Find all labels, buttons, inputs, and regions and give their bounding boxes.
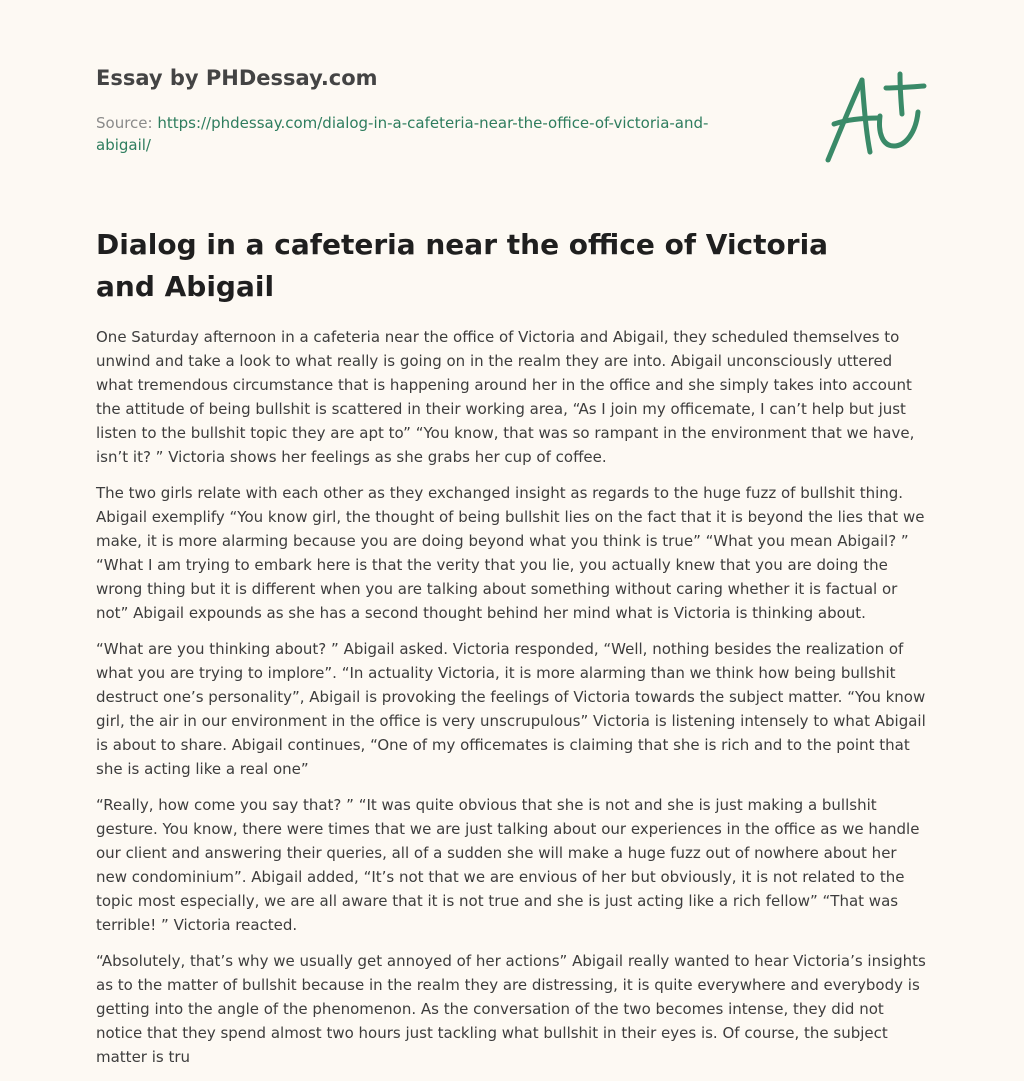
source-link[interactable]: https://phdessay.com/dialog-in-a-cafeteria-near-the-office-of-victoria-and-abigail/: [96, 114, 709, 154]
essay-paragraph: “Absolutely, that’s why we usually get annoyed of her actions” Abigail really wanted to hear Victoria’s insights as to the matter of bullshit because in the realm they are distressing, it is quite everywhere and everybody is getting into the angle of the phenomenon. As the conversation of the two becomes intense, they did not notice that they spend almost two hours just tackling what bullshit in their eyes is. Of course, the subject matter is tru: [96, 952, 926, 1066]
source-label: Source:: [96, 114, 158, 132]
site-brand: Essay by PHDessay.com: [96, 66, 378, 90]
essay-title: Dialog in a cafeteria near the office of Victoria and Abigail: [96, 228, 829, 303]
essay-paragraph: “Really, how come you say that? ” “It was quite obvious that she is not and she is just making a bullshit gesture. You know, there were times that we are just talking about our experiences in the office as we handle our client and answering their queries, all of a sudden she will make a huge fuzz out of nowhere about her new condominium”. Abigail added, “It’s not that we are envious of her but obviously, it is not related to the topic most especially, we are all aware that it is not true and she is just acting like a rich fellow” “That was terrible! ” Victoria reacted.: [96, 796, 920, 934]
a-plus-logo-icon: [820, 66, 930, 166]
source-line: [96, 112, 736, 156]
essay-paragraph: The two girls relate with each other as they exchanged insight as regards to the huge fuzz of bullshit thing. Abigail exemplify “You know girl, the thought of being bullshit lies on the fact that it is beyond the lies that we make, it is more alarming because you are doing beyond what you think is true” “What you mean Abigail? ” “What I am trying to embark here is that the verity that you lie, you actually knew that you are doing the wrong thing but it is different when you are talking about something without caring whether it is factual or not” Abigail expounds as she has a second thought behind her mind what is Victoria is thinking about.: [96, 484, 925, 622]
essay-paragraph: One Saturday afternoon in a cafeteria near the office of Victoria and Abigail, they scheduled themselves to unwind and take a look to what really is going on in the realm they are into. Abigail unconsciously uttered what tremendous circumstance that is happening around her in the office and she simply takes into account the attitude of being bullshit is scattered in their working area, “As I join my officemate, I can’t help but just listen to the bullshit topic they are apt to” “You know, that was so rampant in the environment that we have, isn’t it? ” Victoria shows her feelings as she grabs her cup of coffee.: [96, 328, 915, 466]
essay-body: [96, 325, 932, 1081]
essay-paragraph: “What are you thinking about? ” Abigail asked. Victoria responded, “Well, nothing besides the realization of what you are trying to implore”. “In actuality Victoria, it is more alarming than we think how being bullshit destruct one’s personality”, Abigail is provoking the feelings of Victoria towards the subject matter. “You know girl, the air in our environment in the office is very unscrupulous” Victoria is listening intensely to what Abigail is about to share. Abigail continues, “One of my officemates is claiming that she is rich and to the point that she is acting like a real one”: [96, 640, 926, 778]
